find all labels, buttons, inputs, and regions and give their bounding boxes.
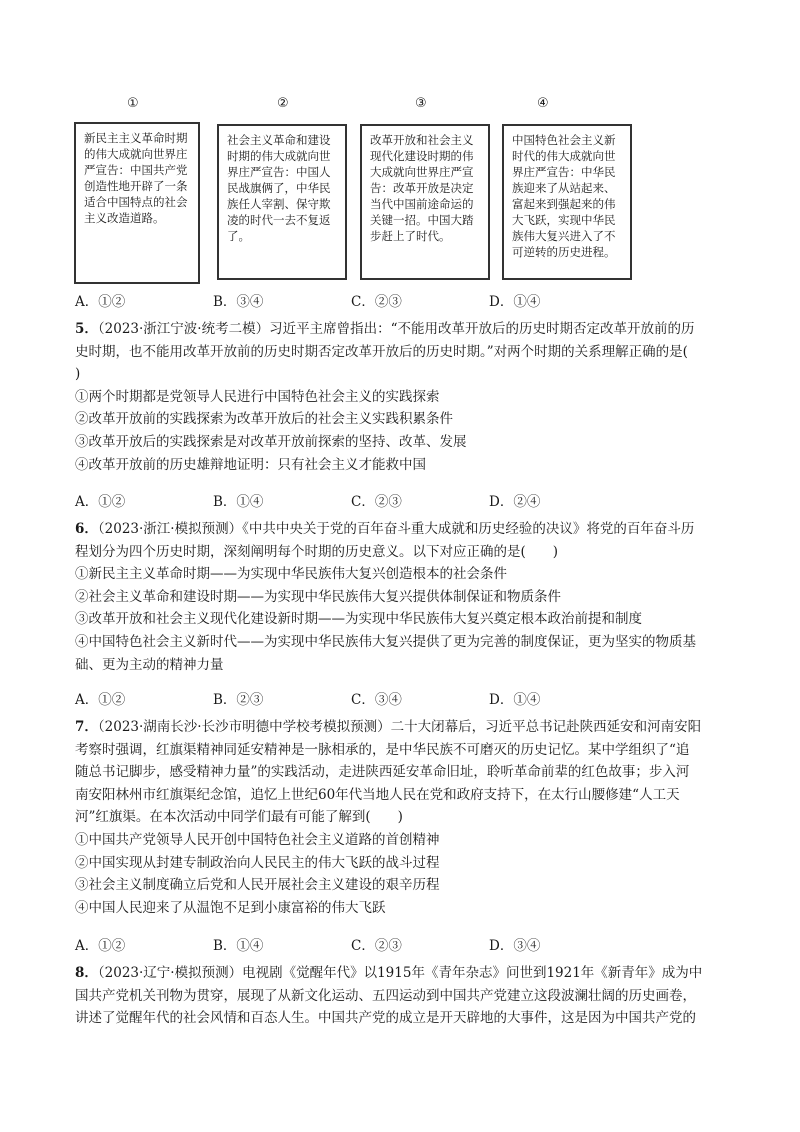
q7-option-a: A．①② [75, 938, 126, 954]
question-7 [75, 716, 735, 919]
question-5-line-1: 5．（2023·浙江宁波·统考二模）习近平主席曾指出：“不能用改革开放后的历史时期否定改革开放前的历 [75, 321, 695, 337]
question-5 [75, 318, 735, 476]
figure-number-3: ③ [415, 96, 427, 111]
q6-option-d: D．①④ [489, 692, 541, 708]
question-5-item-3: ③改革开放后的实践探索是对改革开放前探索的坚持、改革、发展 [75, 433, 467, 450]
question-6-item-2: ②社会主义革命和建设时期——为实现中华民族伟大复兴提供体制保证和物质条件 [75, 588, 561, 605]
q5-option-a: A．①② [75, 494, 126, 510]
question-5-line-2: 史时期，也不能用改革开放前的历史时期否定改革开放后的历史时期。”对两个时期的关系理解正确的是( [75, 343, 688, 360]
question-8-line-3: 讲述了觉醒年代的社会风情和百态人生。中国共产党的成立是开天辟地的大事件，这是因为中国共产党的 [75, 1010, 696, 1027]
question-8-line-2: 国共产党机关刊物为贯穿，展现了从新文化运动、五四运动到中国共产党建立这段波澜壮阔的历史画卷， [75, 987, 696, 1004]
q4-option-c: C．②③ [351, 294, 402, 310]
q6-option-c: C．③④ [351, 692, 402, 708]
question-6-line-2: 程划分为四个历史时期，深刻阐明每个时期的历史意义。以下对应正确的是( ) [75, 543, 559, 560]
question-5-number: 5． [75, 321, 98, 337]
question-6-item-3: ③改革开放和社会主义现代化建设新时期——为实现中华民族伟大复兴奠定根本政治前提和制度 [75, 611, 642, 628]
q5-option-d: D．②④ [489, 494, 541, 510]
question-5-item-2: ②改革开放前的实践探索为改革开放后的社会主义实践积累条件 [75, 411, 453, 428]
figure-number-labels [0, 96, 800, 116]
q6-option-a: A．①② [75, 692, 126, 708]
question-8-number: 8． [75, 965, 98, 981]
question-5-line-3: ) [75, 366, 81, 383]
question-6-item-1: ①新民主主义革命时期——为实现中华民族伟大复兴创造根本的社会条件 [75, 566, 507, 583]
q5-option-c: C．②③ [351, 494, 402, 510]
question-6-number: 6． [75, 521, 98, 537]
figure-number-4: ④ [537, 96, 549, 111]
question-7-item-3: ③社会主义制度确立后党和人民开展社会主义建设的艰辛历程 [75, 877, 440, 894]
figure-number-1: ① [127, 96, 139, 111]
q4-options [75, 292, 735, 312]
figure-box-3: 改革开放和社会主义现代化建设时期的伟大成就向世界庄严宣告：改革开放是决定当代中国前途命运的关键一招。中国大踏步赶上了时代。 [360, 124, 490, 280]
question-7-item-4: ④中国人民迎来了从温饱不足到小康富裕的伟大飞跃 [75, 899, 386, 916]
figure-box-4: 中国特色社会主义新时代的伟大成就向世界庄严宣告：中华民族迎来了从站起来、富起来到强起来的伟大飞跃，实现中华民族伟大复兴进入了不可逆转的历史进程。 [502, 124, 632, 280]
q5-options [75, 492, 735, 512]
question-6-line-1: 6．（2023·浙江·模拟预测）《中共中央关于党的百年奋斗重大成就和历史经验的决议》将党的百年奋斗历 [75, 521, 695, 537]
question-5-item-1: ①两个时期都是党领导人民进行中国特色社会主义的实践探索 [75, 388, 440, 405]
q6-option-b: B．②③ [213, 692, 264, 708]
q4-option-b: B．③④ [213, 294, 264, 310]
q4-option-d: D．①④ [489, 294, 541, 310]
question-7-number: 7． [75, 719, 98, 735]
figure-box-1: 新民主主义革命时期的伟大成就向世界庄严宣告：中国共产党创造性地开辟了一条适合中国特点的社会主义改造道路。 [74, 122, 200, 284]
question-7-line-3: 随总书记脚步，感受精神力量”的实践活动，走进陕西延安革命旧址，聆听革命前辈的红色故事；步入河 [75, 764, 690, 781]
q7-options [75, 936, 735, 956]
question-7-line-2: 考察时强调，红旗渠精神同延安精神是一脉相承的，是中华民族不可磨灭的历史记忆。某中学组织了“追 [75, 741, 690, 758]
q7-option-b: B．①④ [213, 938, 264, 954]
question-7-item-1: ①中国共产党领导人民开创中国特色社会主义道路的首创精神 [75, 831, 440, 848]
q5-option-b: B．①④ [213, 494, 264, 510]
question-7-line-1: 7．（2023·湖南长沙·长沙市明德中学校考模拟预测）二十大闭幕后，习近平总书记赴陕西延安和河南安阳 [75, 719, 702, 735]
question-7-item-2: ②中国实现从封建专制政治向人民民主的伟大飞跃的战斗过程 [75, 854, 440, 871]
question-6-item-4b: 础、更为主动的精神力量 [75, 656, 224, 673]
q4-option-a: A．①② [75, 294, 126, 310]
question-7-line-5: 河”红旗渠。在本次活动中同学们最有可能了解到( ) [75, 809, 403, 826]
q7-option-c: C．②③ [351, 938, 402, 954]
question-6 [75, 518, 735, 676]
question-7-line-4: 南安阳林州市红旗渠纪念馆，追忆上世纪60年代当地人民在党和政府支持下，在太行山腰修建“人工天 [75, 786, 680, 803]
figure-box-2: 社会主义革命和建设时期的伟大成就向世界庄严宣告：中国人民战旗俩了，中华民族任人宰割、保守欺凌的时代一去不复返了。 [217, 124, 347, 280]
q7-option-d: D．③④ [489, 938, 541, 954]
figure-number-2: ② [277, 96, 289, 111]
question-8 [75, 962, 735, 1030]
question-5-item-4: ④改革开放前的历史雄辩地证明：只有社会主义才能救中国 [75, 456, 426, 473]
question-6-item-4a: ④中国特色社会主义新时代——为实现中华民族伟大复兴提供了更为完善的制度保证，更为坚实的物质基 [75, 633, 696, 650]
question-8-line-1: 8．（2023·辽宁·模拟预测）电视剧《觉醒年代》以1915年《青年杂志》问世到1921年《新青年》成为中 [75, 965, 703, 981]
q6-options [75, 690, 735, 710]
